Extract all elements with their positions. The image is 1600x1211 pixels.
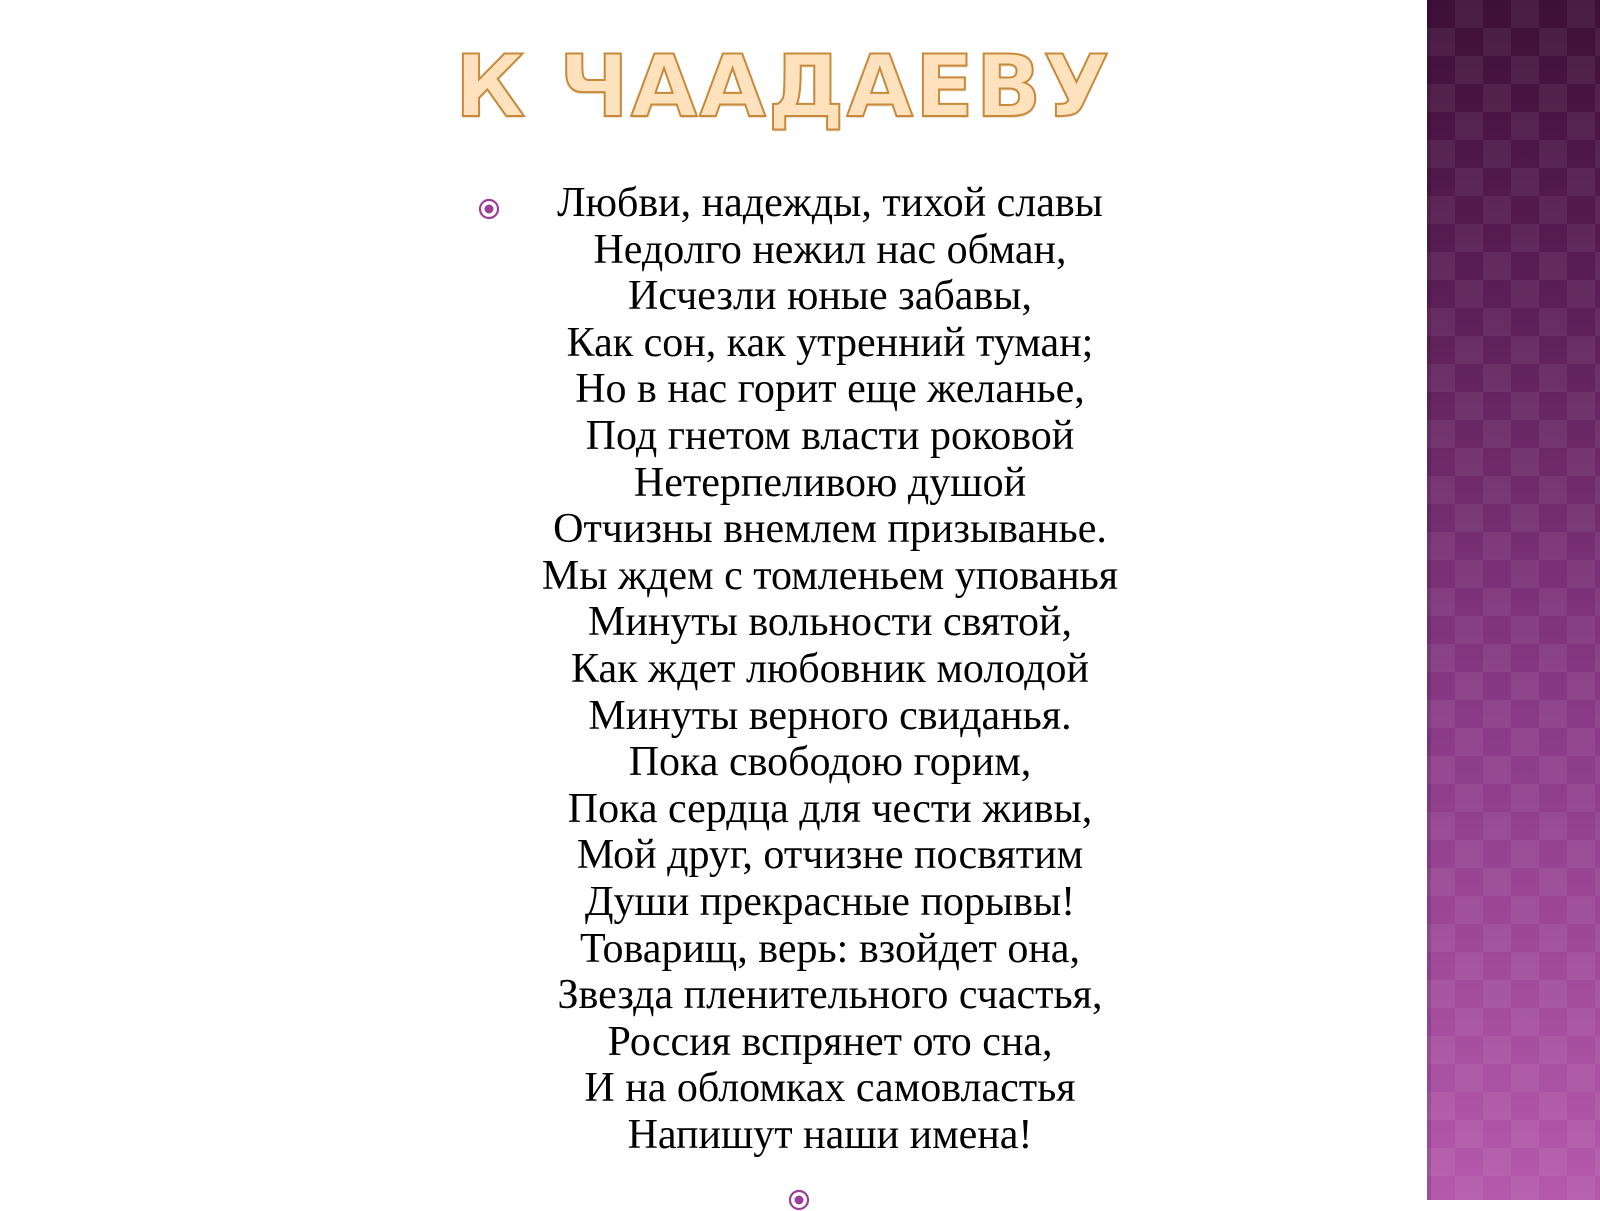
poem-line: Напишут наши имена!: [627, 1111, 1033, 1158]
poem-line: Исчезли юные забавы,: [628, 273, 1032, 320]
poem-line: Пока свободою горим,: [628, 739, 1032, 786]
poem-line: Россия вспрянет ото сна,: [607, 1018, 1053, 1065]
poem-line: Как ждет любовник молодой: [571, 645, 1089, 692]
poem-line: Мой друг, отчизне посвятим: [576, 832, 1084, 879]
poem-line: Товарищ, верь: взойдет она,: [580, 925, 1080, 972]
poem-line: Под гнетом власти роковой: [585, 412, 1075, 459]
poem-line: Пока сердца для чести живы,: [567, 785, 1093, 832]
poem-line: Как сон, как утренний туман;: [566, 319, 1094, 366]
bullet-icon: [788, 1189, 810, 1211]
poem-line: Мы ждем с томленьем упованья: [541, 552, 1119, 599]
poem-line: Но в нас горит еще желанье,: [575, 366, 1085, 413]
bullet-icon: [478, 198, 500, 220]
poem-line: И на обломках самовластья: [584, 1065, 1076, 1112]
poem-line: Нетерпеливою душой: [633, 459, 1027, 506]
poem-line: Любви, надежды, тихой славы: [557, 180, 1103, 226]
poem-line: Души прекрасные порывы!: [584, 878, 1076, 925]
poem-line: Минуты вольности святой,: [588, 599, 1072, 646]
poem-line: Минуты верного свиданья.: [588, 692, 1072, 739]
poem-line: Звезда пленительного счастья,: [557, 972, 1103, 1019]
poem-lines: [510, 180, 1150, 1158]
poem-line: Отчизны внемлем призыванье.: [553, 506, 1107, 553]
poem-line: Недолго нежил нас обман,: [593, 226, 1067, 273]
slide-title: К ЧААДАЕВУ: [455, 37, 1112, 137]
decorative-side-panel: [1427, 0, 1600, 1200]
